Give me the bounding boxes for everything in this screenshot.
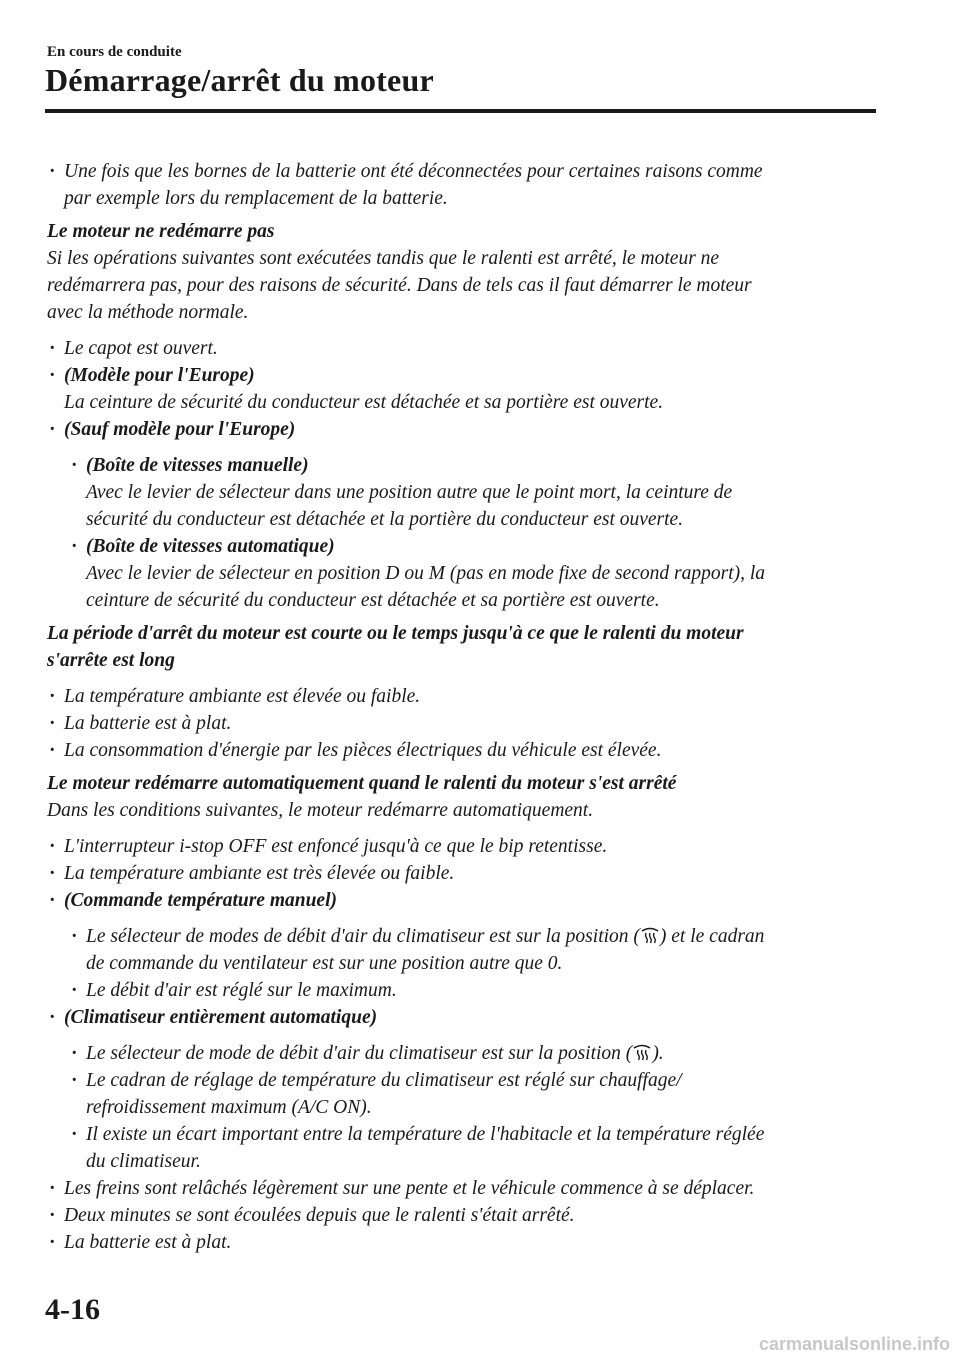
list-item-hood-open: · Le capot est ouvert. [47, 335, 877, 362]
heading-line: La période d'arrêt du moteur est courte ou le temps jusqu'à ce que le ralenti du moteur [47, 623, 744, 644]
intro-bullet [47, 158, 877, 212]
list-item-title: · (Modèle pour l'Europe) [64, 365, 255, 386]
list-item: · L'interrupteur i-stop OFF est enfoncé jusqu'à ce que le bip retentisse. [47, 833, 877, 860]
paragraph-line: Dans les conditions suivantes, le moteur redémarre automatiquement. [47, 800, 594, 821]
list-item-auto-climate: · (Climatiseur entièrement automatique) [47, 1004, 877, 1031]
list-item: · La consommation d'énergie par les pièces électriques du véhicule est élevée. [47, 737, 877, 764]
page-number: 4-16 [45, 1293, 100, 1326]
heading-short-stop [47, 620, 877, 674]
heading-no-restart: Le moteur ne redémarre pas [47, 221, 275, 242]
sublist-text: ) et le cadran [659, 926, 765, 947]
sublist-item-line: · Il existe un écart important entre la température de l'habitacle et la température réglée [86, 1124, 765, 1145]
list-item-except-europe: · (Sauf modèle pour l'Europe) [47, 416, 877, 443]
sublist-item-title: · (Boîte de vitesses automatique) [86, 536, 335, 557]
paragraph-line: redémarrera pas, pour des raisons de sécurité. Dans de tels cas il faut démarrer le moteur [47, 275, 752, 296]
list-item-manual-climate: · (Commande température manuel) [47, 887, 877, 914]
sublist-text: Le sélecteur de modes de débit d'air du climatiseur est sur la position ( [86, 926, 640, 947]
title-divider [45, 109, 876, 113]
sublist-item-max-airflow: · Le débit d'air est réglé sur le maximum. [47, 977, 877, 1004]
intro-bullet-line-1: · Une fois que les bornes de la batterie ont été déconnectées pour certaines raisons comme [64, 161, 763, 182]
windshield-defroster-icon [632, 1042, 652, 1062]
list-item-europe [47, 362, 877, 416]
paragraph-line: avec la méthode normale. [47, 302, 249, 323]
sublist-item-title: · (Boîte de vitesses manuelle) [86, 455, 309, 476]
sublist-item-temperature-gap [47, 1121, 877, 1175]
list-item: · La température ambiante est élevée ou faible. [47, 683, 877, 710]
sublist-item-temperature-dial [47, 1067, 877, 1121]
sublist-text: ). [652, 1043, 664, 1064]
sublist-item-line: refroidissement maximum (A/C ON). [86, 1097, 372, 1118]
heading-line: s'arrête est long [47, 650, 175, 671]
sublist-item-automatic [47, 533, 877, 614]
watermark: carmanualsonline.info [758, 1334, 950, 1354]
heading-auto-restart: Le moteur redémarre automatiquement quand le ralenti du moteur s'est arrêté [47, 773, 677, 794]
sublist-item-manual [47, 452, 877, 533]
list-item: · La batterie est à plat. [47, 710, 877, 737]
sublist-text: Le sélecteur de mode de débit d'air du climatiseur est sur la position ( [86, 1043, 633, 1064]
page-content [47, 158, 877, 1256]
sublist-item-line: du climatiseur. [86, 1151, 201, 1172]
windshield-defroster-icon [640, 925, 660, 945]
sublist-item-line: · Le cadran de réglage de température du climatiseur est réglé sur chauffage/ [86, 1070, 682, 1091]
list-item-text: La ceinture de sécurité du conducteur est détachée et sa portière est ouverte. [64, 392, 664, 413]
list-item: · La batterie est à plat. [47, 1229, 877, 1256]
sublist-item-line: Avec le levier de sélecteur en position D ou M (pas en mode fixe de second rapport), la [86, 563, 766, 584]
sublist-item-line: de commande du ventilateur est sur une position autre que 0. [86, 953, 563, 974]
paragraph-line: Si les opérations suivantes sont exécutées tandis que le ralenti est arrêté, le moteur ne [47, 248, 720, 269]
sublist-item-auto-airflow-mode [47, 1040, 877, 1067]
sublist-item-line: Avec le levier de sélecteur dans une position autre que le point mort, la ceinture de [86, 482, 733, 503]
list-item: · Les freins sont relâchés légèrement sur une pente et le véhicule commence à se déplacer. [47, 1175, 877, 1202]
sublist-item-line: sécurité du conducteur est détachée et la portière du conducteur est ouverte. [86, 509, 684, 530]
sublist-item-line [86, 923, 877, 950]
page-title: Démarrage/arrêt du moteur [45, 62, 434, 98]
list-item: · La température ambiante est très élevée ou faible. [47, 860, 877, 887]
sublist-item-airflow-mode [47, 923, 877, 977]
intro-bullet-line-2: par exemple lors du remplacement de la batterie. [64, 188, 448, 209]
sublist-item-line: ceinture de sécurité du conducteur est détachée et sa portière est ouverte. [86, 590, 660, 611]
list-item: · Deux minutes se sont écoulées depuis que le ralenti s'était arrêté. [47, 1202, 877, 1229]
section-label: En cours de conduite [47, 44, 182, 60]
